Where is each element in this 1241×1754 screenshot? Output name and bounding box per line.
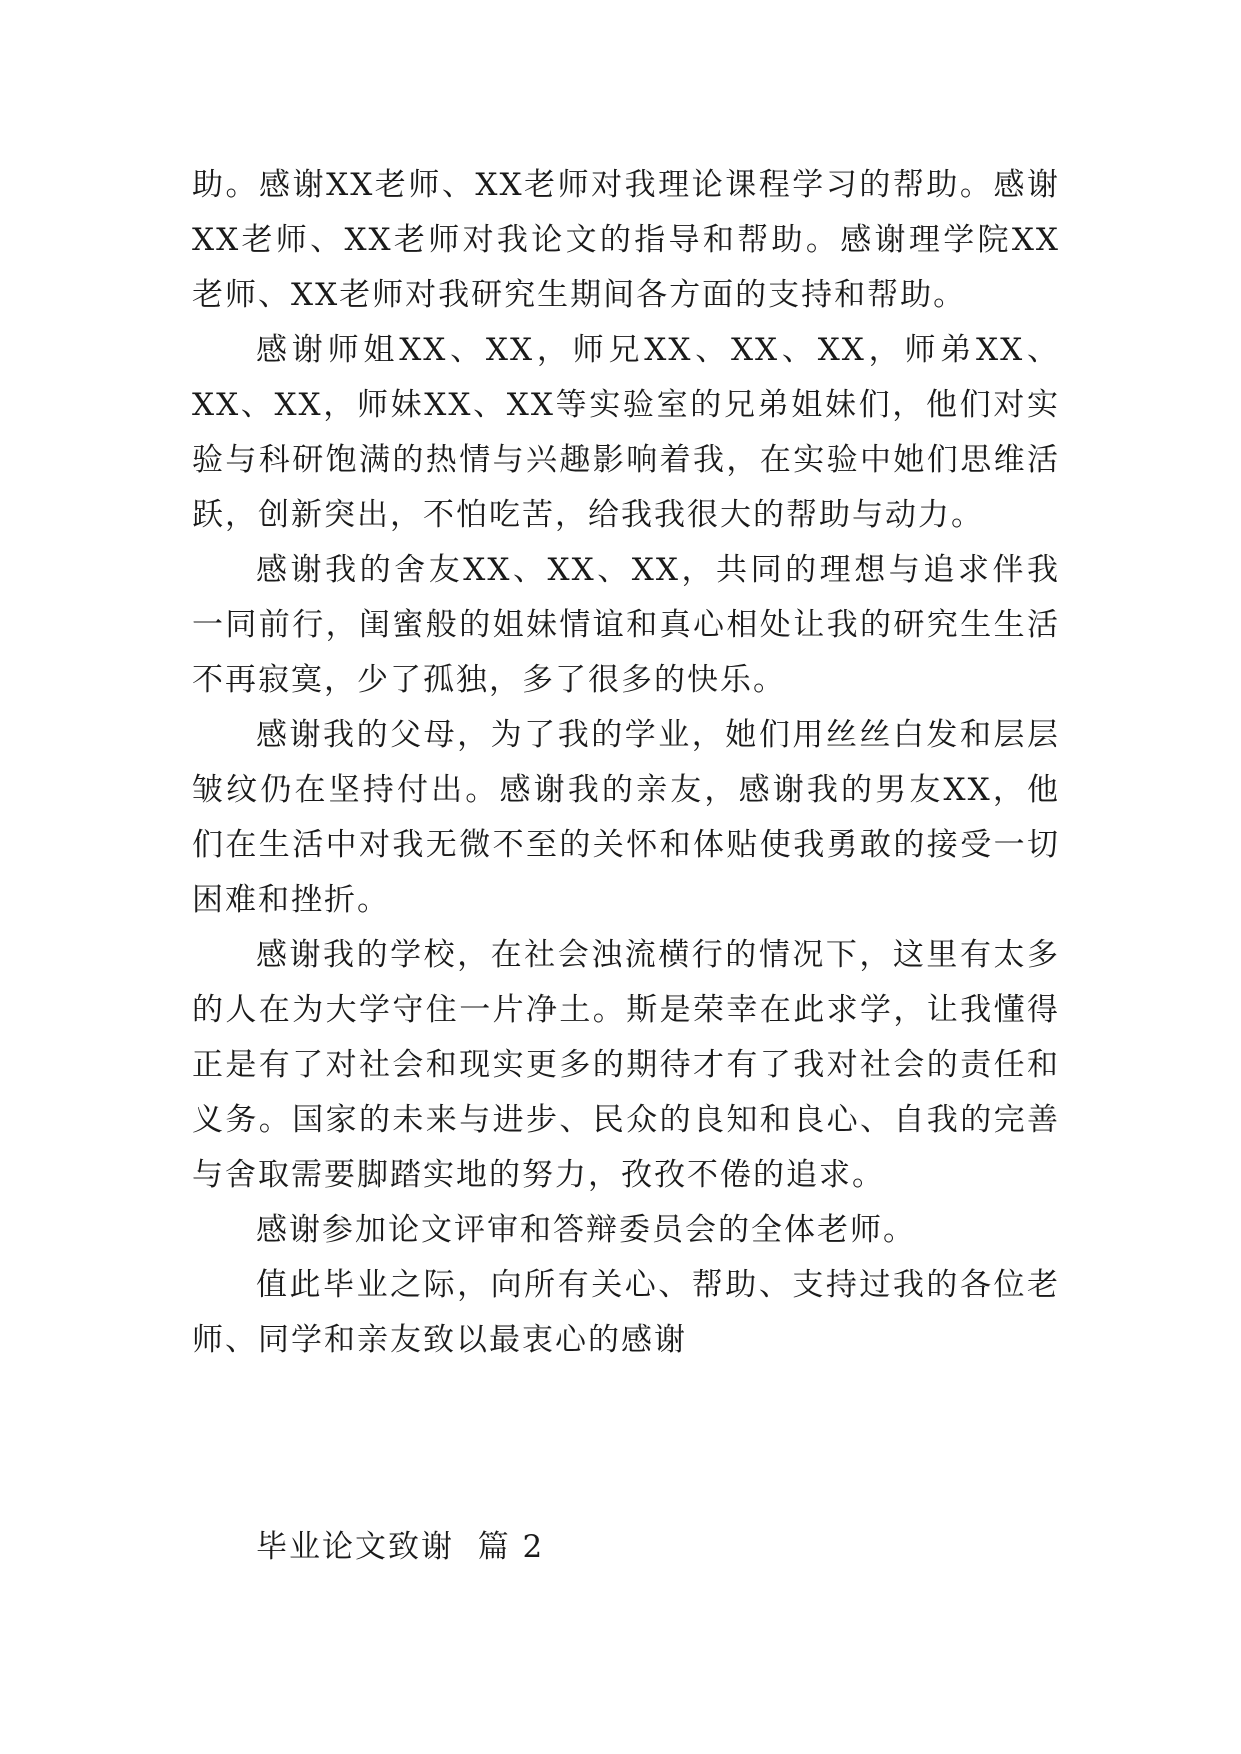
section-heading: 毕业论文致谢 篇 2: [256, 1529, 545, 1565]
paragraph-7: 值此毕业之际，向所有关心、帮助、支持过我的各位老师、同学和亲友致以最衷心的感谢: [192, 1267, 1060, 1358]
paragraph-4: 感谢我的父母，为了我的学业，她们用丝丝白发和层层皱纹仍在坚持付出。感谢我的亲友，感谢我的男友XX，他们在生活中对我无微不至的关怀和体贴使我勇敢的接受一切困难和挫折。: [192, 717, 1060, 918]
paragraph-1: 助。感谢XX老师、XX老师对我理论课程学习的帮助。感谢XX老师、XX老师对我论文的指导和帮助。感谢理学院XX老师、XX老师对我研究生期间各方面的支持和帮助。: [192, 167, 1060, 313]
paragraph-5: 感谢我的学校，在社会浊流横行的情况下，这里有太多的人在为大学守住一片净土。斯是荣幸在此求学，让我懂得正是有了对社会和现实更多的期待才有了我对社会的责任和义务。国家的未来与进步、民众的良知和良心、自我的完善与舍取需要脚踏实地的努力，孜孜不倦的追求。: [192, 937, 1060, 1193]
paragraph-3: 感谢我的舍友XX、XX、XX，共同的理想与追求伴我一同前行，闺蜜般的姐妹情谊和真心相处让我的研究生生活不再寂寞，少了孤独，多了很多的快乐。: [192, 552, 1060, 698]
paragraph-2: 感谢师姐XX、XX，师兄XX、XX、XX，师弟XX、XX、XX，师妹XX、XX等实验室的兄弟姐妹们，他们对实验与科研饱满的热情与兴趣影响着我，在实验中她们思维活跃，创新突出，不怕吃苦，给我我很大的帮助与动力。: [192, 332, 1060, 533]
document-body: [192, 158, 1060, 1368]
paragraph-6: 感谢参加论文评审和答辩委员会的全体老师。: [256, 1212, 916, 1248]
